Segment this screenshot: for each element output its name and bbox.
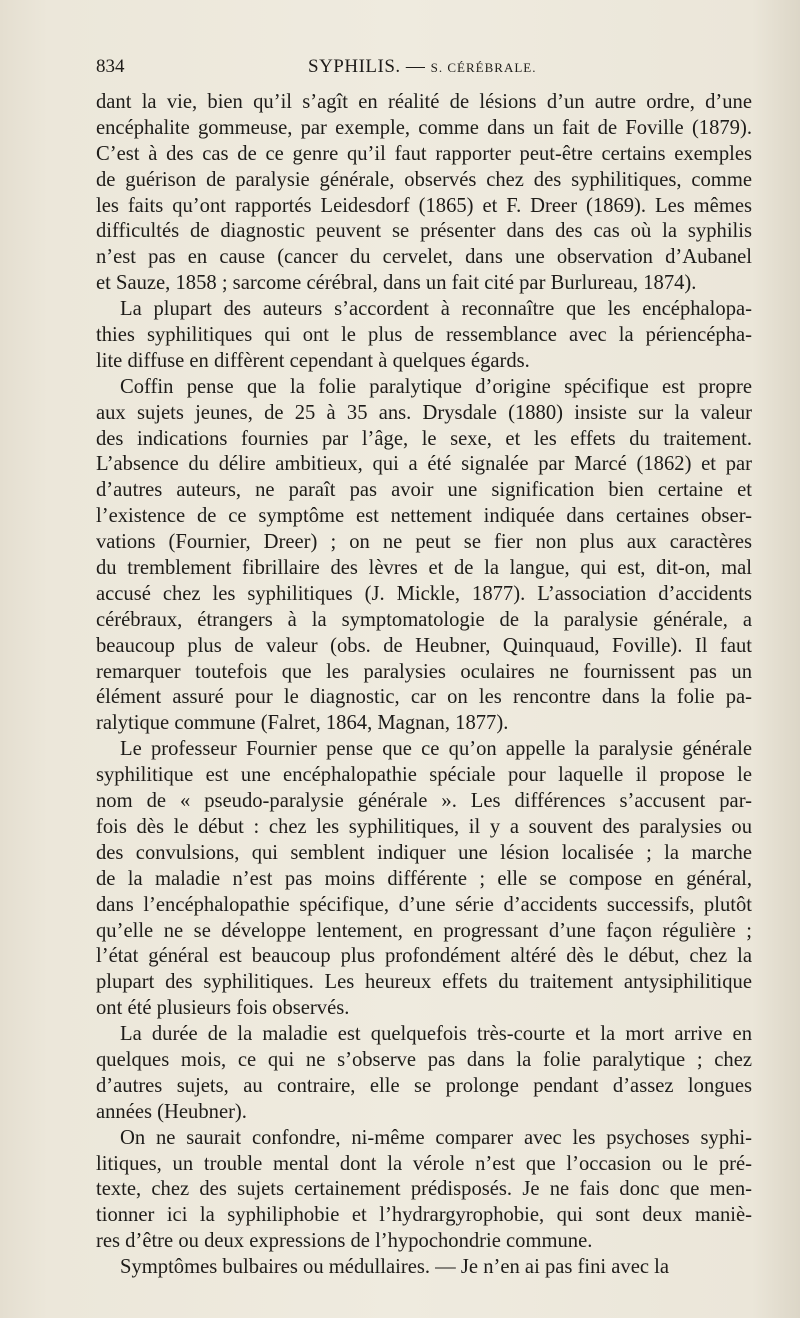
text-line: beaucoup plus de valeur (obs. de Heubner, Quinquaud, Foville). Il faut bbox=[96, 634, 752, 657]
page-header bbox=[96, 56, 752, 86]
text-line: l’état général est beaucoup plus profondément altéré dès le début, chez la bbox=[96, 945, 752, 968]
text-line: aux sujets jeunes, de 25 à 35 ans. Drysdale (1880) insiste sur la valeur bbox=[96, 401, 752, 424]
text-line: n’est pas en cause (cancer du cervelet, dans une observation d’Aubanel bbox=[96, 246, 752, 269]
text-line: vations (Fournier, Dreer) ; on ne peut se fier non plus aux caractères bbox=[96, 531, 752, 554]
text-line: remarquer toutefois que les paralysies oculaires ne fournissent pas un bbox=[96, 660, 752, 683]
paragraph bbox=[96, 737, 752, 1022]
paragraph bbox=[96, 375, 752, 737]
text-line: plupart des syphilitiques. Les heureux effets du traitement antysiphilitique bbox=[96, 971, 752, 994]
body-text bbox=[96, 90, 752, 1281]
running-title-dash: — bbox=[405, 56, 426, 77]
running-title-subtitle: S. CÉRÉBRALE. bbox=[430, 60, 537, 75]
text-line: années (Heubner). bbox=[96, 1100, 247, 1123]
text-line: texte, chez des sujets certainement prédisposés. Je ne fais donc que men- bbox=[96, 1178, 752, 1201]
text-line: qu’elle ne se développe lentement, en progressant d’une façon régulière ; bbox=[96, 919, 752, 942]
text-line: de guérison de paralysie générale, observés chez des syphilitiques, comme bbox=[96, 168, 752, 191]
text-line: difficultés de diagnostic peuvent se présenter dans des cas où la syphilis bbox=[96, 220, 752, 243]
text-line: dant la vie, bien qu’il s’agît en réalité de lésions d’un autre ordre, d’une bbox=[96, 91, 752, 113]
page-number: 834 bbox=[96, 56, 125, 77]
text-line: du tremblement fibrillaire des lèvres et de la langue, qui est, dit-on, mal bbox=[96, 557, 752, 580]
text-line: Symptômes bulbaires ou médullaires. — Je n’en ai pas fini avec la bbox=[120, 1256, 670, 1279]
text-line: ralytique commune (Falret, 1864, Magnan, 1877). bbox=[96, 712, 509, 735]
text-line: litiques, un trouble mental dont la vérole n’est que l’occasion ou le pré- bbox=[96, 1152, 752, 1175]
text-line: de la maladie n’est pas moins différente ; elle se compose en général, bbox=[96, 867, 752, 890]
text-line: tionner ici la syphiliphobie et l’hydrargyrophobie, qui sont deux maniè- bbox=[96, 1204, 752, 1227]
text-line: lite diffuse en diffèrent cependant à quelques égards. bbox=[96, 349, 530, 372]
text-line: La plupart des auteurs s’accordent à reconnaître que les encéphalopa- bbox=[120, 298, 752, 321]
text-line: syphilitique est une encéphalopathie spéciale pour laquelle il propose le bbox=[96, 764, 752, 787]
paragraph bbox=[96, 297, 752, 375]
text-line: des convulsions, qui semblent indiquer une lésion localisée ; la marche bbox=[96, 841, 752, 864]
text-line: dans l’encéphalopathie spécifique, d’une série d’accidents successifs, plutôt bbox=[96, 893, 752, 916]
text-line: nom de « pseudo-paralysie générale ». Les différences s’accusent par- bbox=[96, 790, 752, 813]
text-line: ont été plusieurs fois observés. bbox=[96, 997, 350, 1020]
running-title-main: SYPHILIS. bbox=[308, 56, 401, 77]
text-line: élément assuré pour le diagnostic, car on les rencontre dans la folie pa- bbox=[96, 686, 752, 709]
running-title bbox=[308, 56, 536, 78]
text-line: C’est à des cas de ce genre qu’il faut rapporter peut-être certains exemples bbox=[96, 142, 752, 165]
paragraph bbox=[96, 90, 752, 297]
text-line: des indications fournies par l’âge, le sexe, et les effets du traitement. bbox=[96, 427, 752, 450]
paragraph bbox=[96, 1255, 752, 1281]
text-line: l’existence de ce symptôme est nettement indiquée dans certaines obser- bbox=[96, 505, 752, 528]
text-line: encéphalite gommeuse, par exemple, comme dans un fait de Foville (1879). bbox=[96, 116, 752, 139]
text-line: res d’être ou deux expressions de l’hypochondrie commune. bbox=[96, 1230, 593, 1253]
text-line: Le professeur Fournier pense que ce qu’on appelle la paralysie générale bbox=[120, 738, 752, 761]
text-line: accusé chez les syphilitiques (J. Mickle, 1877). L’association d’accidents bbox=[96, 582, 752, 605]
text-line: et Sauze, 1858 ; sarcome cérébral, dans un fait cité par Burlureau, 1874). bbox=[96, 272, 697, 295]
text-line: La durée de la maladie est quelquefois très-courte et la mort arrive en bbox=[120, 1023, 752, 1046]
text-line: On ne saurait confondre, ni-même comparer avec les psychoses syphi- bbox=[120, 1126, 752, 1149]
text-line: thies syphilitiques qui ont le plus de ressemblance avec la périencépha- bbox=[96, 324, 752, 347]
text-line: d’autres sujets, au contraire, elle se prolonge pendant d’assez longues bbox=[96, 1074, 752, 1097]
text-line: fois dès le début : chez les syphilitiques, il y a souvent des paralysies ou bbox=[96, 815, 752, 838]
text-line: Coffin pense que la folie paralytique d’origine spécifique est propre bbox=[120, 375, 752, 398]
text-line: L’absence du délire ambitieux, qui a été signalée par Marcé (1862) et par bbox=[96, 453, 752, 476]
paragraph bbox=[96, 1126, 752, 1255]
text-line: quelques mois, ce qui ne s’observe pas dans la folie paralytique ; chez bbox=[96, 1048, 752, 1071]
text-line: les faits qu’ont rapportés Leidesdorf (1865) et F. Dreer (1869). Les mêmes bbox=[96, 194, 752, 217]
text-line: cérébraux, étrangers à la symptomatologie de la paralysie générale, a bbox=[96, 608, 752, 631]
paragraph bbox=[96, 1022, 752, 1126]
text-line: d’autres auteurs, ne paraît pas avoir une signification bien certaine et bbox=[96, 479, 752, 502]
